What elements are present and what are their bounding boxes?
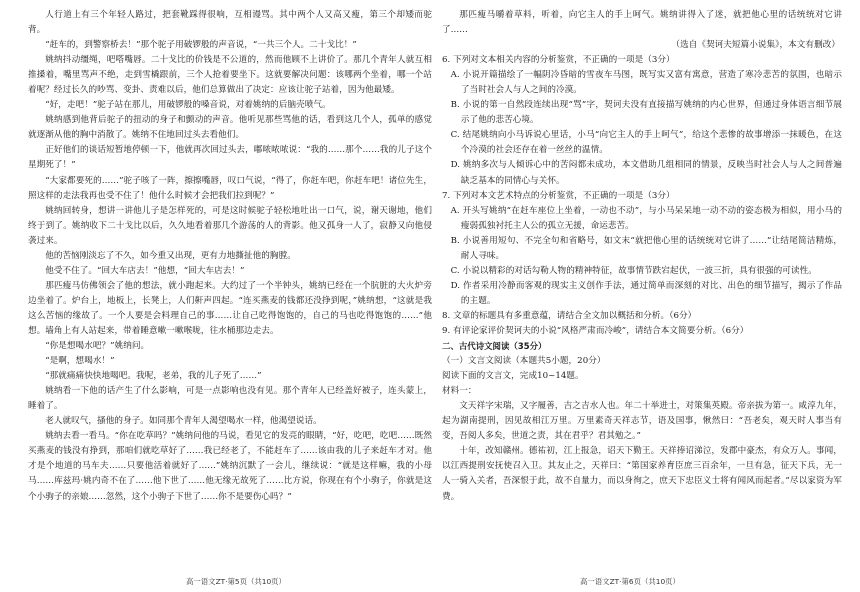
story-paragraph: “是啊，想喝水！” — [45, 356, 115, 367]
material-label: 材料一： — [442, 386, 477, 397]
q6-option-a: A. 小说开篇描绘了一幅阴冷昏暗的雪夜车马图，既写实又富有寓意，营造了寒冷悲苦的氛围，也暗示了当时社会人与人之间的冷漠。 — [450, 70, 842, 96]
q7-option-a: A. 开头写姚纳“在赶车座位上坐着，一动也不动”，与小马呆呆地一动不动的姿态极为相似，用小马的瘦弱孤独衬托主人公的孤立无援，命运悲苦。 — [450, 205, 842, 231]
section-heading: 二、古代诗文阅读（35分） — [442, 341, 547, 352]
q7-option-c: C. 小说以精彩的对话勾勒人物的精神特征，故事情节跌宕起伏，一波三折，具有很强的可读性。 — [450, 265, 817, 276]
story-paragraph: “那就痛痛快快地喝吧。我呢，老弟，我的儿子死了……” — [45, 371, 262, 382]
page-footer-left: 高一语文ZT·第5页（共10页） — [186, 577, 286, 586]
story-paragraph: 姚纳回转身，想讲一讲他儿子是怎样死的，可是这时候驼子轻松地吐出一口气，说，谢天谢地，他们终于到了。姚纳收下二十戈比以后，久久地看着那几个游荡的人的背影。他又孤身一人了，寂静又向他侵袭过来。 — [28, 205, 432, 246]
page-footer-right: 高一语文ZT·第6页（共10页） — [580, 577, 680, 586]
classical-paragraph: 文天祥字宋瑞，又字履善，吉之吉水人也。年二十举进士，对策集英殿。帝亲拔为第一。咸淳九年，起为湖南提刑，因见故相江万里。万里素奇天祥志节，语及国事，愀然曰：“吾老矣，观天时人事当有变，吾阅人多矣，世道之责，其在君乎？君其勉之。” — [442, 401, 842, 442]
story-paragraph: “好，走吧！”驼子站在那儿，用破锣般的嗓音说，对着姚纳的后脑壳喷气。 — [45, 100, 331, 111]
question-8: 8. 文章的标题具有多重意蕴，请结合全文加以概括和分析。（6分） — [442, 310, 697, 321]
story-paragraph: 姚纳抖动缰绳，吧嗒嘴唇。二十戈比的价钱是不公道的，然而他顾不上讲价了。那几个青年人就互相推搡着，嘴里骂声不绝，走到雪橇跟前，三个人抢着要坐下。这就要解决问题：该哪两个坐着，哪一个站着呢？经过长久的吵骂、变卦、责难以后，他们总算做出了决定：应该让驼子站着，因为他最矮。 — [28, 55, 432, 96]
story-paragraph: “你是想喝水吧？”姚纳问。 — [45, 341, 150, 352]
story-paragraph: 姚纳感到他背后驼子的扭动的身子和颤动的声音。他听见那些骂他的话，看到这几个人，孤单的感觉就逐渐从他的胸中消散了。姚纳不住地回过头去看他们。 — [28, 115, 432, 141]
story-paragraph: 人行道上有三个年轻人路过，把套靴踩得很响，互相谩骂。其中两个人又高又瘦，第三个却矮而驼背。 — [28, 10, 432, 36]
story-paragraph: 姚纳去看一看马。“你在吃草吗？”姚纳问他的马说，看见它的发亮的眼睛，“好，吃吧，吃吧……既然买燕麦的钱没有挣到，那咱们就吃草好了……我已经老了，不能赶车了……该由我的儿子来赶车才对。他才是个地道的马车夫……只要他活着就好了……”姚纳沉默了一会儿，继续说：“就是这样嘛，我的小母马……库兹玛·姚内奇不在了……他下世了……他无缘无故死了……比方说，你现在有个小驹子，你就是这个小驹子的亲娘……忽然，这个小驹子下世了……你不是要伤心吗？” — [28, 431, 432, 502]
story-paragraph: 那匹瘦马仿佛领会了他的想法，就小跑起来。大约过了一个半钟头，姚纳已经在一个肮脏的大火炉旁边坐着了。炉台上，地板上，长凳上，人们鼾声四起。“连买燕麦的钱都还没挣到呢，”姚纳想，“这就是我这么苦恼的缘故了。一个人要是会料理自己的事……让自己吃得饱饱的，自己的马也吃得饱饱的……”他想。墙角上有人站起来，带着睡意嗽一嗽喉咙，往水桶那边走去。 — [28, 280, 432, 336]
story-paragraph: “大家都要死的……”驼子咳了一阵，擦擦嘴唇，叹口气说，“得了，你赶车吧，你赶车吧！诸位先生，照这样的走法我再也受不住了！他什么时候才会把我们拉到呢？” — [28, 175, 432, 201]
story-paragraph: 他的苦恼刚淡忘了不久，如今重又出现，更有力地撕扯他的胸膛。 — [45, 250, 296, 261]
q6-option-b: B. 小说的第一自然段连续出现“骂”字，契诃夫没有直接描写姚纳的内心世界，但通过身体语言细节展示了他的悲苦心境。 — [450, 100, 842, 126]
question-9: 9. 有评论家评价契诃夫的小说“风格严肃而冷峻”，请结合本文简要分析。（6分） — [442, 325, 749, 336]
story-paragraph: 老人就叹气，搔他的身子。如同那个青年人渴望喝水一样，他渴望说话。 — [45, 416, 322, 427]
q7-option-d: D. 作者采用冷静而客观的现实主义创作手法，通过简单而深刻的对比、出色的细节描写，揭示了作品的主题。 — [450, 280, 842, 306]
question-7: 7. 下列对本文艺术特点的分析鉴赏，不正确的一项是（3分） — [442, 190, 675, 201]
story-paragraph: 姚纳看一下他的话产生了什么影响，可是一点影响也没有见。那个青年人已经盖好被子，连头蒙上，睡着了。 — [28, 386, 432, 412]
left-page — [28, 8, 432, 568]
story-paragraph: 正好他们的谈话短暂地停顿一下，他就再次回过头去，嘟哝哝哝说：“我的……那个……我的儿子这个星期死了！” — [28, 145, 432, 171]
right-page — [442, 8, 842, 568]
q6-option-c: C. 结尾姚纳向小马诉说心里话，小马“向它主人的手上呵气”，给这个悲惨的故事增添一抹暖色，在这个冷漠的社会还存在着一丝丝的温情。 — [450, 130, 842, 156]
question-6: 6. 下列对文本相关内容的分析鉴赏，不正确的一项是（3分） — [442, 55, 675, 66]
q7-option-b: B. 小说善用短句、不完全句和省略号，如文末“就把他心里的话统统对它讲了……”让结尾简洁精炼，耐人寻味。 — [450, 235, 842, 261]
story-ending: 那匹瘦马嚼着草料，听着，向它主人的手上呵气。姚纳讲得入了迷，就把他心里的话统统对它讲了…… — [442, 10, 842, 36]
source-note: （选自《契诃夫短篇小说集》，本文有删改） — [671, 40, 840, 51]
q6-option-d: D. 姚纳多次与人倾诉心中的苦闷都未成功，本文借助几组相同的情景，反映当时社会人与人之间普遍缺乏基本的同情心与关怀。 — [450, 160, 842, 186]
classical-paragraph: 十年，改知赣州。德祐初，江上报急，诏天下勤王。天祥捧诏涕泣，发郡中豪杰，有众万人。事闻，以江西提刑安抚使召入卫。其友止之，天祥曰：“第国家养育臣庶三百余年，一旦有急，征天下兵，无一人一骑入关者，吾深恨于此，故不自量力，而以身徇之，庶天下忠臣义士将有闻风而起者。”尽以家资为军费。 — [442, 446, 842, 502]
story-paragraph: 他受不住了。“回大车店去！”他想，“回大车店去！” — [45, 265, 245, 276]
reading-instruction: 阅读下面的文言文，完成10~14题。 — [442, 371, 584, 382]
story-paragraph: “赶车的，到警察桥去！”那个驼子用破锣般的声音说，“一共三个人。二十戈比！” — [45, 40, 357, 51]
subsection-heading: （一）文言文阅读（本题共5小题，20分） — [442, 356, 606, 367]
